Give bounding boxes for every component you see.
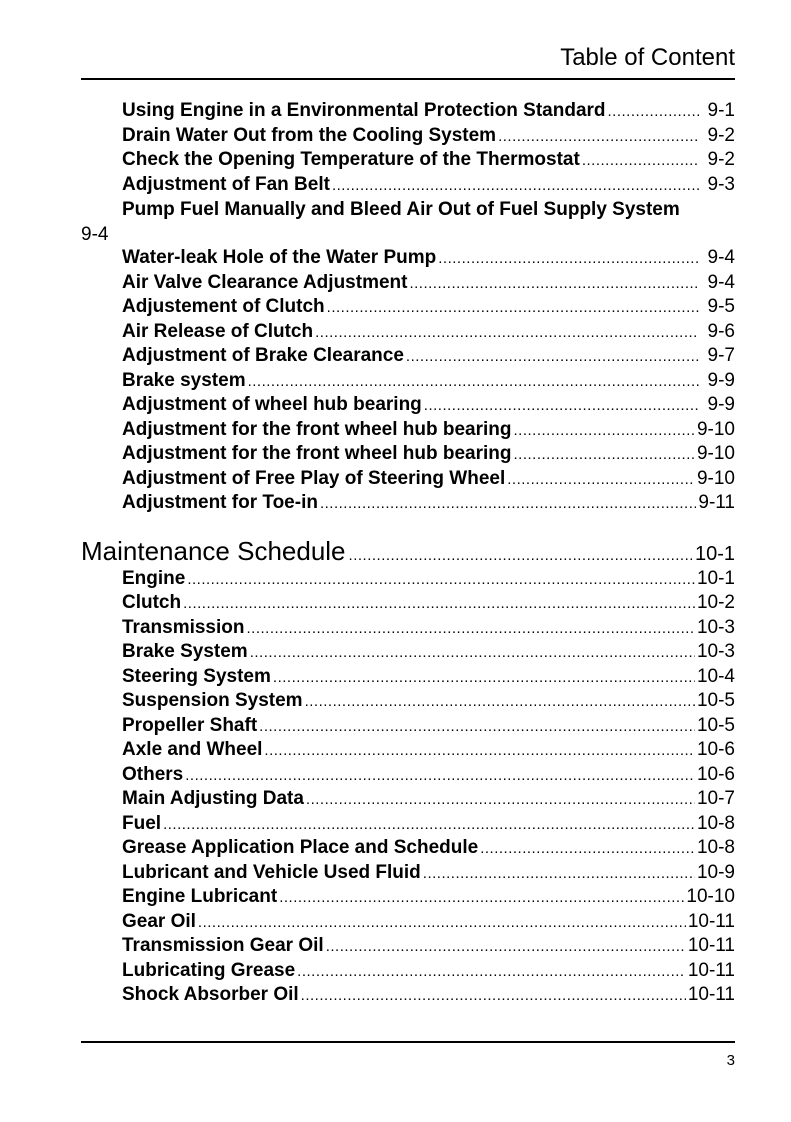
toc-entry-page: 9-2 <box>707 124 735 146</box>
toc-entry-page: 10-1 <box>696 567 735 589</box>
toc-entry-title: Lubricant and Vehicle Used Fluid <box>122 861 421 883</box>
toc-entry[interactable] <box>81 394 735 419</box>
toc-entry-page: 10-9 <box>696 861 735 883</box>
dot-leader <box>498 128 699 145</box>
toc-entry-page: 9-9 <box>707 394 735 415</box>
toc-entry-title: Shock Absorber Oil <box>122 984 299 1005</box>
dot-leader <box>315 324 699 341</box>
toc-section-heading[interactable] <box>81 536 735 568</box>
toc-entry-page: 9-11 <box>698 492 735 513</box>
dot-leader <box>423 865 695 882</box>
toc-entry[interactable] <box>81 174 735 199</box>
dot-leader <box>250 644 695 661</box>
toc-entry[interactable] <box>81 862 735 887</box>
toc-entry-title: Using Engine in a Environmental Protection Standard <box>122 100 606 121</box>
toc-entry[interactable] <box>81 419 735 444</box>
section-title: Maintenance Schedule <box>81 535 346 566</box>
dot-leader <box>582 152 699 169</box>
toc-entry-title: Gear Oil <box>122 910 196 932</box>
page-title: Table of Content <box>560 44 735 71</box>
toc-entry[interactable] <box>81 247 735 272</box>
toc-entry[interactable] <box>81 739 735 764</box>
toc-entry[interactable] <box>81 492 735 517</box>
toc-entry-page: 9-7 <box>707 345 735 366</box>
toc-entry-page: 10-4 <box>696 665 735 687</box>
toc-entry[interactable] <box>81 911 735 936</box>
toc-entry-title: Adjustment of Brake Clearance <box>122 345 404 366</box>
toc-entry[interactable] <box>81 837 735 862</box>
toc-entry[interactable] <box>81 641 735 666</box>
page-number: 3 <box>726 1052 735 1069</box>
toc-entry-title: Adjustment of Fan Belt <box>122 173 330 195</box>
toc-entry[interactable] <box>81 592 735 617</box>
dot-leader <box>480 840 695 857</box>
toc-entry-page: 9-4 <box>707 271 735 293</box>
toc-entry-title: Suspension System <box>122 690 303 711</box>
toc-entry-page: 9-1 <box>707 100 735 121</box>
toc-entry-page: 10-6 <box>696 763 735 785</box>
dot-leader <box>187 571 695 588</box>
toc-entry-title: Water-leak Hole of the Water Pump <box>122 247 437 268</box>
toc-entry[interactable] <box>81 617 735 642</box>
dot-leader <box>349 547 692 564</box>
toc-entry-page: 10-7 <box>696 788 735 809</box>
toc-entry[interactable] <box>81 960 735 985</box>
dot-leader <box>279 889 684 906</box>
toc-entry[interactable] <box>81 813 735 838</box>
toc-entry[interactable] <box>81 443 735 468</box>
dot-leader <box>185 767 695 784</box>
toc-entry[interactable] <box>81 666 735 691</box>
dot-leader <box>406 348 699 365</box>
toc-entry[interactable] <box>81 468 735 493</box>
dot-leader <box>259 718 695 735</box>
toc-entry-title: Air Valve Clearance Adjustment <box>122 271 408 293</box>
toc-entry[interactable] <box>81 788 735 813</box>
dot-leader <box>438 250 699 267</box>
dot-leader <box>332 177 699 194</box>
toc-group-after <box>81 247 735 517</box>
toc-entry-title: Fuel <box>122 812 162 834</box>
toc-entry-page: 10-3 <box>696 641 735 662</box>
dot-leader <box>514 446 695 463</box>
toc-entry-title: Clutch <box>122 592 182 613</box>
dot-leader <box>608 103 699 120</box>
dot-leader <box>326 938 686 955</box>
toc-entry[interactable] <box>81 321 735 346</box>
toc-group-before <box>81 100 735 198</box>
dot-leader <box>306 791 695 808</box>
toc-entry-page: 9-6 <box>707 320 735 342</box>
dot-leader <box>183 595 695 612</box>
dot-leader <box>305 693 695 710</box>
dot-leader <box>327 299 699 316</box>
toc-entry-title: Engine <box>122 567 186 589</box>
toc-entry-page: 9-10 <box>696 418 735 440</box>
toc-entry-title: Check the Opening Temperature of the Thermostat <box>122 149 580 170</box>
toc-entry[interactable] <box>81 935 735 960</box>
dot-leader <box>163 816 695 833</box>
toc-entry-title: Main Adjusting Data <box>122 788 304 809</box>
toc-entry-title: Propeller Shaft <box>122 714 258 736</box>
toc-entry-title: Air Release of Clutch <box>122 320 314 342</box>
toc-entry[interactable] <box>81 764 735 789</box>
toc-entry-page: 9-4 <box>81 223 109 245</box>
toc-group-section <box>81 568 735 1009</box>
toc-entry-title: Others <box>122 763 184 785</box>
toc-entry-title: Adjustment of Free Play of Steering Wheel <box>122 467 506 489</box>
toc-entry-page: 9-10 <box>696 443 735 464</box>
dot-leader <box>409 275 699 292</box>
dot-leader <box>514 422 695 439</box>
toc-entry-title: Adjustment for the front wheel hub bearing <box>122 418 512 440</box>
toc-entry-title: Steering System <box>122 665 271 687</box>
dot-leader <box>248 373 699 390</box>
toc-entry-page: 9-9 <box>707 369 735 391</box>
toc-entry-page: 9-2 <box>707 149 735 170</box>
toc-entry-page: 9-4 <box>707 247 735 268</box>
toc-entry-page: 10-5 <box>696 714 735 736</box>
section-page: 10-1 <box>694 542 735 565</box>
toc-entry-title: Lubricating Grease <box>122 959 296 981</box>
dot-leader <box>320 495 696 512</box>
toc-entry[interactable] <box>81 984 735 1009</box>
toc-entry-title: Transmission Gear Oil <box>122 935 324 956</box>
toc-entry[interactable] <box>81 568 735 593</box>
toc-entry-page: 9-5 <box>707 296 735 317</box>
toc-entry-page: 10-11 <box>687 984 735 1005</box>
toc-entry-page: 10-6 <box>696 739 735 760</box>
toc-entry-page: 10-10 <box>686 886 735 907</box>
toc-entry-title: Adjustment for Toe-in <box>122 492 318 513</box>
toc-entry-page: 10-3 <box>696 616 735 638</box>
dot-leader <box>247 620 695 637</box>
table-of-contents <box>81 100 735 1009</box>
footer-rule <box>81 1041 735 1043</box>
toc-entry[interactable] <box>81 296 735 321</box>
toc-entry-page: 10-11 <box>687 935 735 956</box>
toc-entry-title: Adjustment of wheel hub bearing <box>122 394 422 415</box>
toc-entry-title: Drain Water Out from the Cooling System <box>122 124 497 146</box>
dot-leader <box>424 397 699 414</box>
dot-leader <box>198 914 686 931</box>
toc-entry-title: Adjustment for the front wheel hub bearing <box>122 443 512 464</box>
toc-entry-title: Engine Lubricant <box>122 886 278 907</box>
toc-entry-title: Transmission <box>122 616 245 638</box>
dot-leader <box>507 471 695 488</box>
toc-entry-title: Brake system <box>122 369 246 391</box>
dot-leader <box>297 963 686 980</box>
toc-entry-title[interactable]: Pump Fuel Manually and Bleed Air Out of Fuel Supply System <box>122 199 680 220</box>
toc-entry[interactable] <box>81 370 735 395</box>
header-rule <box>81 78 735 80</box>
toc-entry-title: Grease Application Place and Schedule <box>122 837 479 858</box>
toc-entry-page: 9-3 <box>707 173 735 195</box>
toc-entry[interactable] <box>81 886 735 911</box>
toc-entry-title: Adjustement of Clutch <box>122 296 325 317</box>
toc-entry-title: Brake System <box>122 641 248 662</box>
toc-entry[interactable] <box>81 715 735 740</box>
dot-leader <box>273 669 695 686</box>
toc-entry-page: 10-8 <box>696 812 735 834</box>
toc-entry-page: 10-8 <box>696 837 735 858</box>
toc-entry-title: Axle and Wheel <box>122 739 263 760</box>
toc-entry-page: 10-11 <box>687 959 735 981</box>
toc-entry[interactable] <box>81 345 735 370</box>
dot-leader <box>264 742 695 759</box>
toc-entry[interactable] <box>81 690 735 715</box>
toc-entry-page: 9-10 <box>696 467 735 489</box>
toc-entry[interactable] <box>81 149 735 174</box>
toc-entry-page: 10-5 <box>696 690 735 711</box>
toc-entry-page: 10-2 <box>696 592 735 613</box>
toc-entry[interactable] <box>81 100 735 125</box>
toc-entry-page: 10-11 <box>687 910 735 932</box>
toc-entry[interactable] <box>81 125 735 150</box>
toc-entry[interactable] <box>81 272 735 297</box>
dot-leader <box>301 987 686 1004</box>
